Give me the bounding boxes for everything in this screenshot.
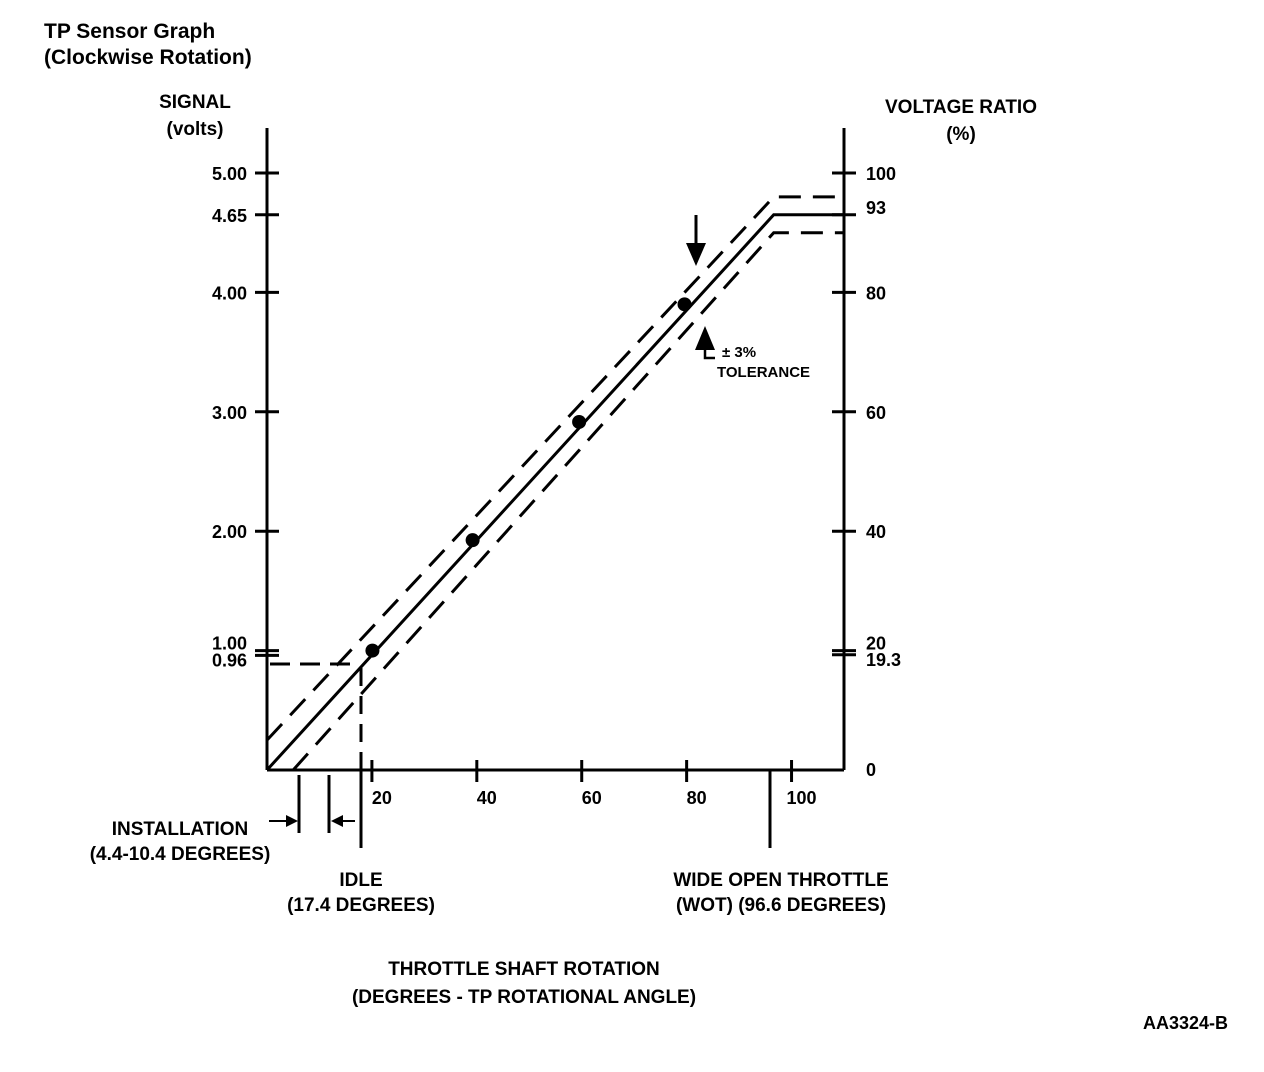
installation-label-line1: INSTALLATION (111, 819, 249, 840)
data-point-0 (365, 644, 379, 658)
tolerance-label-line2: TOLERANCE (717, 364, 811, 381)
series-line-upper-tolerance (267, 197, 844, 740)
installation-label-line2: (4.4-10.4 DEGREES) (89, 844, 271, 865)
right-tick-label-0: 100 (866, 164, 897, 184)
left-axis-ticks (212, 164, 279, 670)
data-point-3 (678, 297, 692, 311)
right-tick-label-7: 0 (866, 760, 877, 780)
right-tick-label-6: 19.3 (866, 649, 902, 670)
left-tick-label-5: 1.00 (211, 633, 247, 654)
idle-label-line1: IDLE (339, 870, 383, 891)
left-tick-label-4: 2.00 (211, 522, 247, 543)
left-axis-label-line2: (volts) (166, 119, 224, 140)
series-layer (267, 197, 844, 770)
chart-subtitle: (Clockwise Rotation) (44, 46, 252, 69)
data-points (365, 297, 691, 657)
figure-id: AA3324-B (1142, 1013, 1228, 1033)
left-tick-label-6: 0.96 (211, 650, 247, 671)
right-tick-label-4: 40 (866, 522, 887, 543)
right-tick-label-5: 20 (866, 633, 887, 654)
tolerance-label-line1: ± 3% (722, 344, 757, 361)
right-tick-label-1: 93 (866, 197, 887, 218)
installation-bracket (269, 775, 355, 833)
left-tick-label-1: 4.65 (211, 205, 247, 226)
data-point-2 (572, 415, 586, 429)
x-tick-label-0: 20 (371, 788, 392, 808)
right-axis-label-line1: VOLTAGE RATIO (885, 97, 1037, 118)
left-tick-label-2: 4.00 (211, 283, 247, 304)
wot-label-line1: WIDE OPEN THROTTLE (673, 870, 889, 891)
series-line-nominal (267, 215, 844, 770)
right-tick-label-2: 80 (866, 283, 887, 304)
x-axis-label-line1: THROTTLE SHAFT ROTATION (388, 959, 660, 980)
idle-label-line2: (17.4 DEGREES) (287, 895, 435, 916)
wot-label-line2: (WOT) (96.6 DEGREES) (675, 895, 887, 916)
x-tick-label-2: 60 (581, 788, 602, 808)
series-line-lower-tolerance (293, 233, 844, 770)
x-axis-label-line2: (DEGREES - TP ROTATIONAL ANGLE) (351, 987, 697, 1008)
data-point-1 (466, 533, 480, 547)
x-tick-label-4: 100 (786, 788, 817, 808)
x-tick-label-1: 40 (476, 788, 497, 808)
chart-title: TP Sensor Graph (44, 20, 216, 43)
right-tick-label-3: 60 (866, 402, 887, 423)
right-axis-ticks (832, 164, 901, 780)
left-axis-label-line1: SIGNAL (159, 92, 231, 113)
upper-tolerance-arrow (686, 215, 706, 266)
left-tick-label-0: 5.00 (211, 164, 247, 184)
x-axis-ticks (372, 760, 817, 808)
left-tick-label-3: 3.00 (211, 402, 247, 423)
right-axis-label-line2: (%) (946, 124, 976, 145)
x-tick-label-3: 80 (686, 788, 707, 808)
lower-tolerance-arrow (695, 326, 715, 358)
